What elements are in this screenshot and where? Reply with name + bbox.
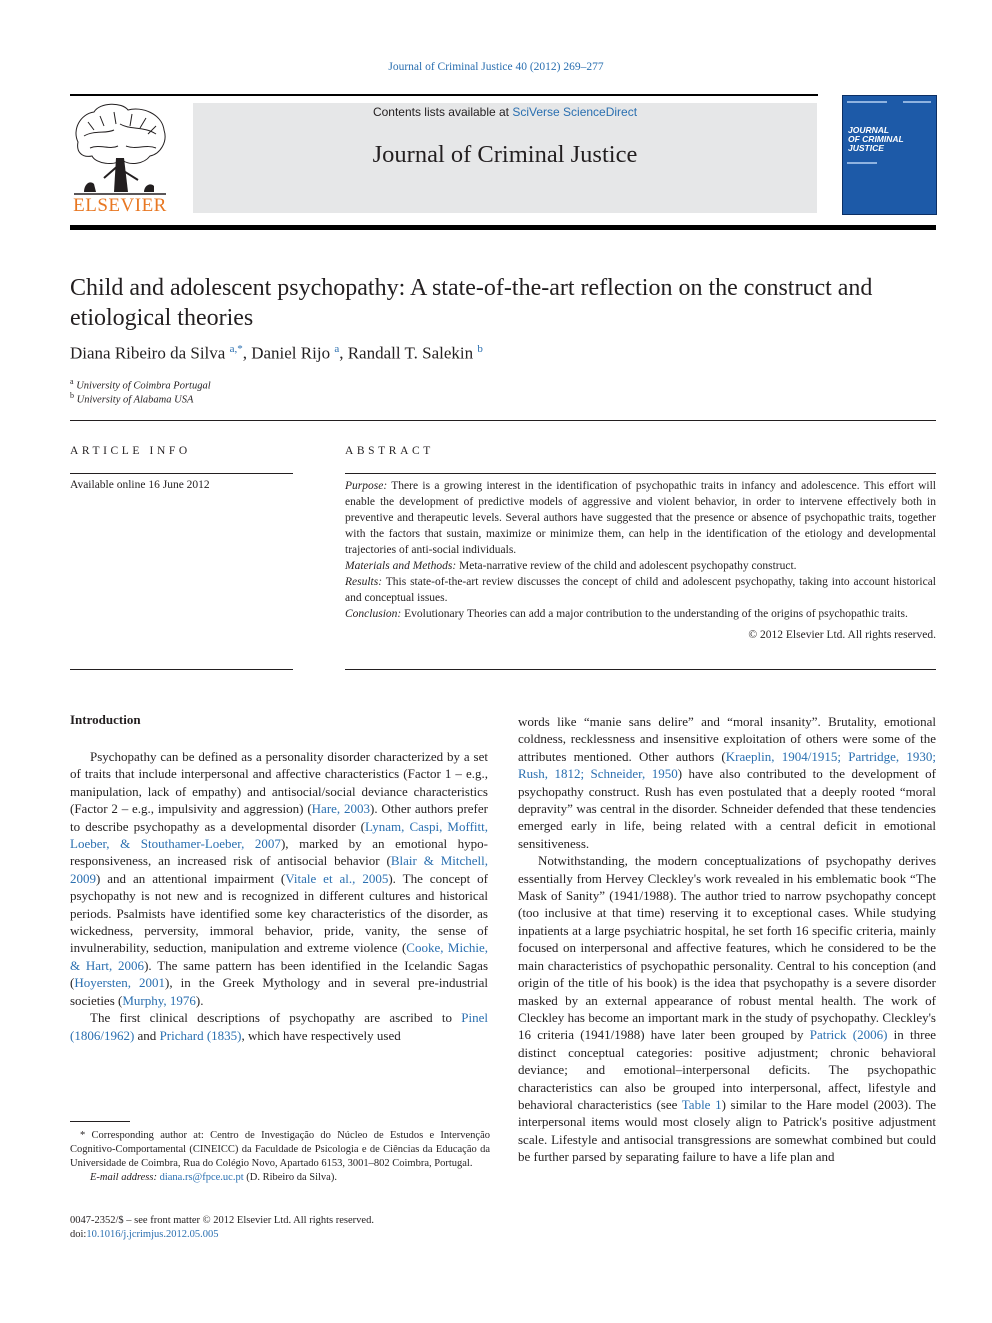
- doi-link[interactable]: 10.1016/j.jcrimjus.2012.05.005: [86, 1229, 219, 1240]
- paragraph: Notwithstanding, the modern conceptualizations of psychopathy derives essentially from Hervey Cleckley's work revealed in his emblematic book “The Mask of Sanity” (1941/1988). The author tried to narrow psychopathy concept (too inclusive at that time) reserving it to exceptional cases. While studying inpatients at a large psychiatric hospital, he set forth 16 specific criteria, mainly focused on interpersonal and affective features, which he considered to be the main characteristics of psychopathic personality. Central to his conception (and origin of the title of his book) is the idea that psychopathy is a severe disorder masked by an external appearance of robust mental health. The work of Cleckley has become an important mark in the study of psychopathy. Cleckley's 16 criteria (1941/1988) have later been grouped by Patrick (2006) in three distinct conceptual categories: positive adjustment; chronic behavioral deviance; and emotional–interpersonal deficits. The psychopathic characteristics can also be grouped into interpersonal, affect, lifestyle and behavioral characteristics (see Table 1) similar to the Hare model (2003). The interpersonal items would most closely align to Patrick's positive adjustment scale. Lifestyle and antisocial transgressions are somewhat combined but could be further parsed by separating failure to have a life plan and: [518, 853, 936, 1165]
- affiliation: $^b$ University of Alabama USA: [70, 391, 194, 406]
- author-affiliation-mark[interactable]: a,*: [229, 343, 243, 355]
- citation-link[interactable]: Cooke, Michie, & Hart, 2006: [70, 940, 488, 973]
- available-online-date: Available online 16 June 2012: [70, 479, 210, 491]
- journal-cover: [842, 95, 937, 215]
- section-rule: [70, 473, 293, 474]
- abstract-body: [345, 478, 936, 643]
- citation-link[interactable]: Murphy, 1976: [122, 992, 196, 1008]
- issn-line: 0047-2352/$ – see front matter © 2012 Elsevier Ltd. All rights reserved.: [70, 1215, 374, 1226]
- body-left-column: [70, 748, 488, 1044]
- author-affiliation-mark[interactable]: a: [334, 343, 340, 355]
- citation-link[interactable]: Hare, 2003: [311, 801, 370, 817]
- author-name: Diana Ribeiro da Silva: [70, 343, 226, 363]
- section-rule: [70, 669, 293, 670]
- abstract-conclusion: Conclusion: Evolutionary Theories can add a major contribution to the understanding of the origins of psychopathic traits.: [345, 608, 908, 620]
- table-link[interactable]: Table 1: [681, 1096, 722, 1112]
- paragraph: The first clinical descriptions of psychopathy are ascribed to Pinel (1806/1962) and Prichard (1835), which have respectively used: [70, 1010, 488, 1043]
- sciencedirect-link[interactable]: SciVerse ScienceDirect: [512, 105, 638, 119]
- journal-title: Journal of Criminal Justice: [372, 141, 638, 168]
- header-thick-rule: [70, 225, 936, 230]
- citation-link[interactable]: Pinel (1806/1962): [70, 1010, 488, 1043]
- corresponding-author-note: * Corresponding author at: Centro de Investigação do Núcleo de Estudos e Intervenção Cognitivo-Comportamental (CINEICC) da Faculdade de Psicologia e de Ciências da Educação da Universidade de Coimbra, Rua do Colégio Novo, Apartado 6153, 3001–802 Coimbra, Portugal.: [70, 1130, 490, 1169]
- doi-line: doi:10.1016/j.jcrimjus.2012.05.005: [70, 1229, 219, 1240]
- copyright-notice: © 2012 Elsevier Ltd. All rights reserved.: [748, 629, 936, 641]
- section-rule: [345, 669, 936, 670]
- cover-rule: [847, 162, 877, 164]
- abstract-results: Results: This state-of-the-art review discusses the concept of child and adolescent psychopathy, taking into account historical and conceptual issues.: [345, 576, 936, 604]
- abstract-heading: ABSTRACT: [345, 445, 434, 457]
- article-info-heading: ARTICLE INFO: [70, 445, 191, 457]
- email-link[interactable]: diana.rs@fpce.uc.pt: [159, 1172, 244, 1183]
- author-list: Diana Ribeiro da Silva $^{a,*}$, Daniel Rijo $^a$, Randall T. Salekin $^b$: [70, 343, 483, 363]
- author-affiliation-mark[interactable]: b: [477, 343, 483, 355]
- elsevier-logo: [70, 100, 170, 216]
- footnote-rule: [70, 1121, 130, 1122]
- header-rule: [70, 94, 818, 96]
- section-heading-introduction: Introduction: [70, 712, 141, 727]
- paragraph: words like “manie sans delire” and “moral insanity”. Brutality, emotional coldness, recklessness and insensitive exploitation of others were some of the attributes mentioned. Other authors (Kraeplin, 1904/1915; Partridge, 1930; Rush, 1812; Schneider, 1950) have also contributed to the development of psychopathy construct. Rush has even postulated that a deeply rooted “moral depravity” was central in the disorder. Schneider defended that these tendencies emerged early in life, being related with a central deficit in emotional sensitiveness.: [518, 714, 937, 851]
- cover-rule: [847, 101, 887, 103]
- author-name: Randall T. Salekin: [347, 343, 474, 363]
- citation-link[interactable]: Hoyersten, 2001: [74, 975, 166, 991]
- abstract-purpose: Purpose: There is a growing interest in the identification of psychopathic traits in infancy and adolescence. This effort will enable the development of predictive models of aggressive and violent behavior, in order to intervene effectively both in preventive and therapeutic levels. Several authors have suggested that the presence or absence of psychopathic traits, together with the factors that sustain, maximize or minimize them, can help in the identification of the etiology and developmental trajectories of anti-social individuals.: [345, 480, 936, 556]
- section-rule: [345, 473, 936, 474]
- citation-link[interactable]: Lynam, Caspi, Moffitt, Loeber, & Stouthamer-Loeber, 2007: [70, 818, 488, 852]
- contents-line: Contents lists available at SciVerse ScienceDirect: [372, 105, 638, 119]
- affiliation: $^a$ University of Coimbra Portugal: [70, 377, 211, 392]
- citation-link[interactable]: Kraeplin, 1904/1915; Partridge, 1930; Rush, 1812; Schneider, 1950: [518, 748, 937, 782]
- citation-link[interactable]: Patrick (2006): [809, 1027, 888, 1043]
- cover-rule: [903, 101, 931, 103]
- paragraph: Psychopathy can be defined as a personality disorder characterized by a set of traits that include interpersonal and affective characteristics (Factor 1 – e.g., manipulation, lack of empathy) and antisocial/social deviance characteristics (Factor 2 – e.g., impulsivity and aggression) (Hare, 2003). Other authors prefer to describe psychopathy as a developmental disorder (Lynam, Caspi, Moffitt, Loeber, & Stouthamer-Loeber, 2007), marked by an emotional hypo-responsiveness, an increased risk of antisocial behavior (Blair & Mitchell, 2009) and an attentional impairment (Vitale et al., 2005). The concept of psychopathy is not new and is recognized in different cultures and historical periods. Psalmists have identified some key characteristics of the disorder, as wickedness, perversity, immoral behavior, pride, vanity, the sense of invulnerability, seduction, manipulation and extreme violence (Cooke, Michie, & Hart, 2006). The same pattern has been identified in the Icelandic Sagas (Hoyersten, 2001), in the Greek Mythology and in several pre-industrial societies (Murphy, 1976).: [70, 749, 489, 1008]
- body-right-column: [518, 713, 936, 1166]
- citation-link[interactable]: Prichard (1835): [159, 1027, 242, 1043]
- footnote: [70, 1129, 490, 1185]
- citation-link[interactable]: Vitale et al., 2005: [285, 870, 389, 886]
- cover-title: JOURNAL OF CRIMINAL JUSTICE: [848, 125, 904, 153]
- publisher-wordmark: ELSEVIER: [73, 195, 167, 216]
- article-title: Child and adolescent psychopathy: A state-of-the-art reflection on the construct and etiological theories: [70, 275, 873, 331]
- journal-citation[interactable]: Journal of Criminal Justice 40 (2012) 269–277: [388, 61, 604, 73]
- email-note: E-mail address: diana.rs@fpce.uc.pt (D. Ribeiro da Silva).: [90, 1172, 337, 1183]
- citation-link[interactable]: Blair & Mitchell, 2009: [70, 853, 489, 886]
- author-name: Daniel Rijo: [251, 343, 331, 363]
- abstract-methods: Materials and Methods: Meta-narrative review of the child and adolescent psychopathy construct.: [345, 560, 797, 572]
- section-rule: [70, 420, 936, 421]
